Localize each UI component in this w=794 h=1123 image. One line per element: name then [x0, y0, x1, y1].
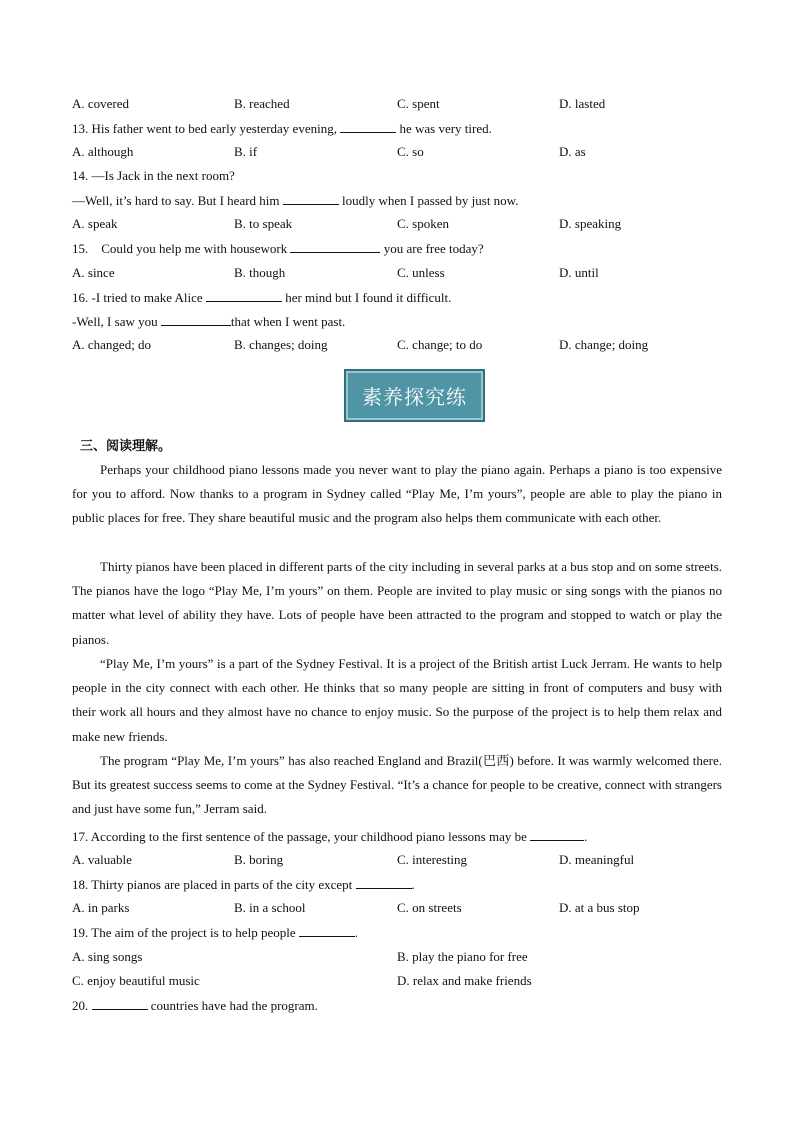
q14-option-b: B. to speak	[234, 216, 293, 231]
answer-blank	[299, 924, 355, 937]
answer-blank	[356, 876, 412, 889]
q18-option-b: B. in a school	[234, 900, 306, 915]
q17-option-d: D. meaningful	[559, 852, 635, 867]
q14-response: —Well, it’s hard to say. But I heard him loudly when I passed by just now.	[72, 193, 519, 208]
q17-option-a: A. valuable	[72, 852, 132, 867]
answer-blank	[283, 192, 339, 205]
passage-paragraph-1: Perhaps your childhood piano lessons made you never want to play the piano again. Perhaps a piano is too expensive for you to afford. Now thanks to a program in Sydney called “Play Me, I’m yours”, people are able to play the piano in public places for free. They share beautiful music and the program also helps them communicate with each other.	[72, 462, 722, 526]
q18-option-d: D. at a bus stop	[559, 900, 640, 915]
q17-option-b: B. boring	[234, 852, 284, 867]
q19-option-c: C. enjoy beautiful music	[72, 973, 200, 988]
q13-option-b: B. if	[234, 144, 258, 159]
q14-stem: 14. —Is Jack in the next room?	[72, 168, 235, 183]
section-title: 三、阅读理解。	[80, 439, 172, 454]
q16-option-a: A. changed; do	[72, 337, 152, 352]
q15-option-b: B. though	[234, 265, 286, 280]
q19-option-b: B. play the piano for free	[397, 949, 528, 964]
q20-stem: 20. countries have had the program.	[72, 998, 318, 1013]
q15-option-a: A. since	[72, 265, 115, 280]
q13-option-d: D. as	[559, 144, 586, 159]
q15-option-c: C. unless	[397, 265, 445, 280]
q16-response: -Well, I saw you that when I went past.	[72, 314, 346, 329]
q13-option-a: A. although	[72, 144, 134, 159]
q12-option-a: A. covered	[72, 96, 130, 111]
q17-option-c: C. interesting	[397, 852, 468, 867]
q17-stem: 17. According to the first sentence of the passage, your childhood piano lessons may be .	[72, 829, 588, 844]
q14-option-d: D. speaking	[559, 216, 622, 231]
q15-stem: 15. Could you help me with housework you are free today?	[72, 241, 484, 256]
answer-blank	[161, 313, 231, 326]
section-banner: 素养探究练	[344, 369, 485, 422]
q18-option-c: C. on streets	[397, 900, 462, 915]
q16-stem: 16. -I tried to make Alice her mind but I found it difficult.	[72, 290, 452, 305]
answer-blank	[92, 997, 148, 1010]
q15-option-d: D. until	[559, 265, 599, 280]
q19-option-a: A. sing songs	[72, 949, 143, 964]
q12-option-c: C. spent	[397, 96, 440, 111]
q18-stem: 18. Thirty pianos are placed in parts of the city except .	[72, 877, 415, 892]
q14-option-a: A. speak	[72, 216, 118, 231]
q19-stem: 19. The aim of the project is to help people .	[72, 925, 359, 940]
q16-option-c: C. change; to do	[397, 337, 483, 352]
q13-option-c: C. so	[397, 144, 424, 159]
q13-stem: 13. His father went to bed early yesterday evening, he was very tired.	[72, 121, 492, 136]
q16-option-d: D. change; doing	[559, 337, 649, 352]
q16-option-b: B. changes; doing	[234, 337, 328, 352]
passage-paragraph-3: “Play Me, I’m yours” is a part of the Sydney Festival. It is a project of the British artist Luck Jerram. He wants to help people in the city connect with each other. He thinks that so many people are sitting in front of computers and busy with their work all hours and they almost have no chance to enjoy music. So the purpose of the project is to help them relax and make new friends.	[72, 656, 722, 744]
q12-option-d: D. lasted	[559, 96, 606, 111]
passage-paragraph-4: The program “Play Me, I’m yours” has also reached England and Brazil(巴西) before. It was warmly welcomed there. But its greatest success seems to come at the Sydney Festival. “It’s a chance for people to be creative, connect with strangers and just have some fun,” Jerram said.	[72, 753, 722, 817]
q12-option-b: B. reached	[234, 96, 290, 111]
q19-option-d: D. relax and make friends	[397, 973, 532, 988]
answer-blank	[290, 240, 380, 253]
q18-option-a: A. in parks	[72, 900, 130, 915]
q14-option-c: C. spoken	[397, 216, 449, 231]
answer-blank	[340, 120, 396, 133]
answer-blank	[206, 289, 282, 302]
answer-blank	[530, 828, 584, 841]
passage-paragraph-2: Thirty pianos have been placed in different parts of the city including in several parks at a bus stop and on some streets. The pianos have the logo “Play Me, I’m yours” on them. People are invited to play music or sing songs with the pianos no matter what level of ability they have. Lots of people have been attracted to the program and stopped to watch or play the pianos.	[72, 559, 722, 647]
